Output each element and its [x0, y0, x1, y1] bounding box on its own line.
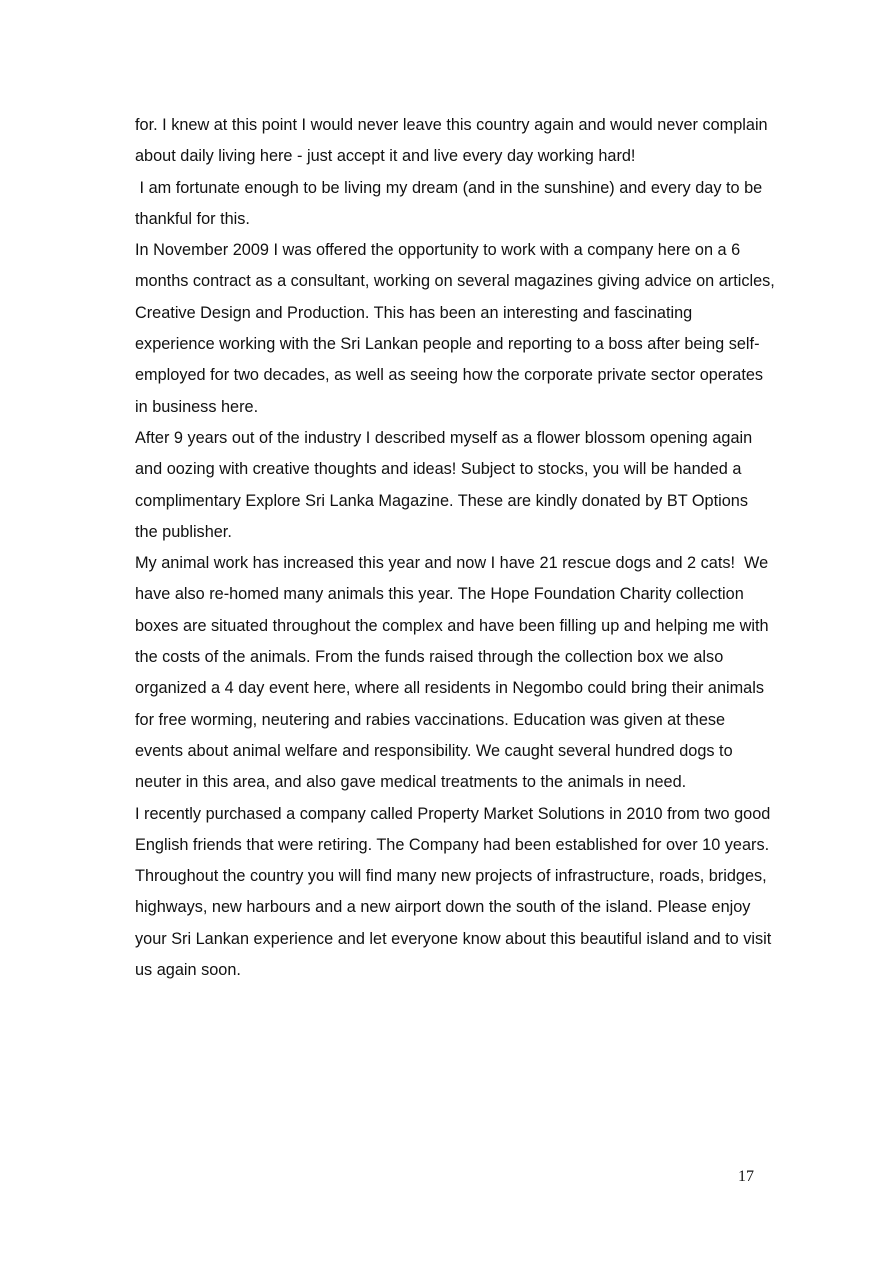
paragraph-6: I recently purchased a company called Property Market Solutions in 2010 from two good English friends that were retiring. The Company had been established for over 10 years. — [135, 804, 775, 854]
paragraph-2: I am fortunate enough to be living my dream (and in the sunshine) and every day to be thankful for this. — [135, 178, 767, 228]
paragraph-4: After 9 years out of the industry I described myself as a flower blossom opening again and oozing with creative thoughts and ideas! Subject to stocks, you will be handed a complimentary Explore Sri Lanka Magazine. These are kindly donated by BT Options the publisher. — [135, 428, 757, 541]
body-text — [135, 110, 780, 986]
paragraph-1: for. I knew at this point I would never leave this country again and would never complain about daily living here - just accept it and live every day working hard! — [135, 116, 773, 166]
paragraph-7: Throughout the country you will find many new projects of infrastructure, roads, bridges, highways, new harbours and a new airport down the south of the island. Please enjoy your Sri Lankan experience and let everyone know about this beautiful island and to visit us again soon. — [135, 867, 776, 980]
paragraph-3: In November 2009 I was offered the opportunity to work with a company here on a 6 months contract as a consultant, working on several magazines giving advice on articles, Creative Design and Production. This has been an interesting and fascinating experience working with the Sri Lankan people and reporting to a boss after being self-employed for two decades, as well as seeing how the corporate private sector operates in business here. — [135, 241, 780, 416]
paragraph-5: My animal work has increased this year and now I have 21 rescue dogs and 2 cats! We have also re-homed many animals this year. The Hope Foundation Charity collection boxes are situated throughout the complex and have been filling up and helping me with the costs of the animals. From the funds raised through the collection box we also organized a 4 day event here, where all residents in Negombo could bring their animals for free worming, neutering and rabies vaccinations. Education was given at these events about animal welfare and responsibility. We caught several hundred dogs to neuter in this area, and also gave medical treatments to the animals in need. — [135, 554, 774, 792]
page-number: 17 — [738, 1168, 754, 1185]
